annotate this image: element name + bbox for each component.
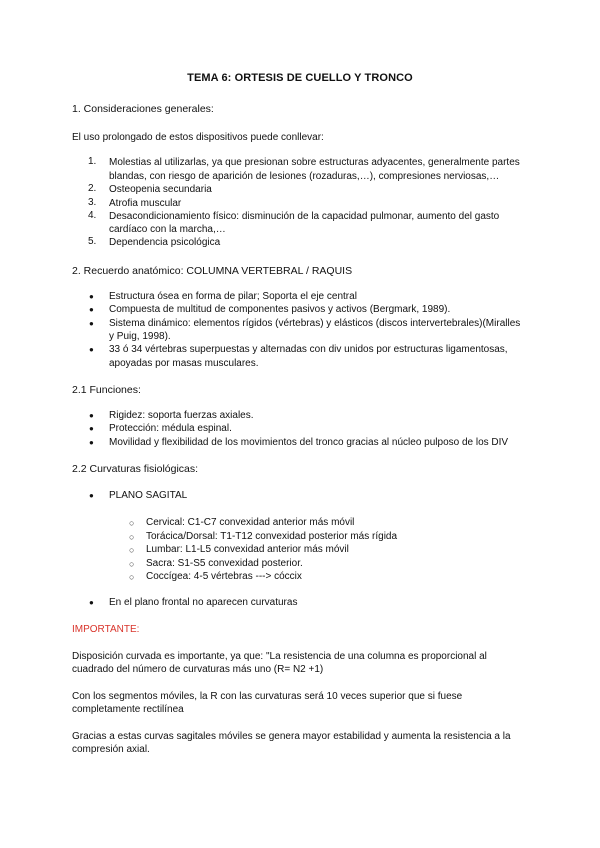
bullet-dot-icon: ● bbox=[89, 411, 94, 420]
list-item-line: Molestias al utilizarlas, ya que presionan sobre estructuras adyacentes, generalmente partes bbox=[109, 157, 520, 168]
list-item-line: Dependencia psicológica bbox=[109, 237, 221, 248]
curve-item: Torácica/Dorsal: T1-T12 convexidad posterior más rígida bbox=[146, 531, 398, 542]
bullet-line: En el plano frontal no aparecen curvaturas bbox=[109, 597, 298, 608]
bullet-line: apoyadas por masas musculares. bbox=[109, 358, 259, 369]
bullet-dot-icon: ● bbox=[89, 598, 94, 607]
section-heading-2-2: 2.2 Curvaturas fisiológicas: bbox=[72, 463, 199, 475]
section-heading-2: 2. Recuerdo anatómico: COLUMNA VERTEBRAL / RAQUIS bbox=[72, 265, 353, 277]
bullet-line: Estructura ósea en forma de pilar; Soporta el eje central bbox=[109, 291, 357, 302]
bullet-line: Rigidez: soporta fuerzas axiales. bbox=[109, 410, 254, 421]
bullet-line: Compuesta de multitud de componentes pasivos y activos (Bergmark, 1989). bbox=[109, 304, 451, 315]
bullet-dot-icon: ● bbox=[89, 319, 94, 328]
curve-item: Coccígea: 4-5 vértebras ---> cóccix bbox=[146, 571, 302, 582]
document-title: TEMA 6: ORTESIS DE CUELLO Y TRONCO bbox=[187, 72, 413, 84]
paragraph-line: Gracias a estas curvas sagitales móviles se genera mayor estabilidad y aumenta la resistencia a la bbox=[72, 731, 511, 742]
section-1-intro: El uso prolongado de estos dispositivos puede conllevar: bbox=[72, 132, 324, 143]
list-item-line: Osteopenia secundaria bbox=[109, 184, 212, 195]
paragraph-line: Con los segmentos móviles, la R con las curvaturas será 10 veces superior que si fuese bbox=[72, 691, 463, 702]
circle-bullet-icon: ○ bbox=[129, 559, 135, 569]
list-number: 2. bbox=[88, 183, 97, 194]
curve-item: Cervical: C1-C7 convexidad anterior más móvil bbox=[146, 517, 355, 528]
paragraph-line: completamente rectilínea bbox=[72, 704, 184, 715]
curve-item: Sacra: S1-S5 convexidad posterior. bbox=[146, 558, 303, 569]
bullet-dot-icon: ● bbox=[89, 438, 94, 447]
list-item-line: blandas, con riesgo de aparición de lesiones (rozaduras,…), compresiones nerviosas,… bbox=[109, 171, 500, 182]
plane-label: PLANO SAGITAL bbox=[109, 490, 188, 501]
bullet-line: Movilidad y flexibilidad de los movimientos del tronco gracias al núcleo pulposo de los DIV bbox=[109, 437, 509, 448]
important-label: IMPORTANTE: bbox=[72, 624, 140, 635]
bullet-line: Sistema dinámico: elementos rígidos (vértebras) y elásticos (discos intervertebrales)(Miralles bbox=[109, 318, 521, 329]
bullet-line: y Puig, 1998). bbox=[109, 331, 171, 342]
list-number: 5. bbox=[88, 236, 97, 247]
list-item-line: Desacondicionamiento físico: disminución de la capacidad pulmonar, aumento del gasto bbox=[109, 211, 500, 222]
section-heading-1: 1. Consideraciones generales: bbox=[72, 103, 214, 115]
bullet-dot-icon: ● bbox=[89, 292, 94, 301]
bullet-dot-icon: ● bbox=[89, 345, 94, 354]
bullet-dot-icon: ● bbox=[89, 424, 94, 433]
paragraph-line: Disposición curvada es importante, ya que: "La resistencia de una columna es proporcional al bbox=[72, 651, 487, 662]
curve-item: Lumbar: L1-L5 convexidad anterior más móvil bbox=[146, 544, 349, 555]
bullet-dot-icon: ● bbox=[89, 305, 94, 314]
bullet-dot-icon: ● bbox=[89, 491, 94, 500]
section-heading-2-1: 2.1 Funciones: bbox=[72, 384, 141, 396]
list-item-line: Atrofia muscular bbox=[109, 198, 182, 209]
bullet-line: 33 ó 34 vértebras superpuestas y alternadas con div unidos por estructuras ligamentosas, bbox=[109, 344, 508, 355]
circle-bullet-icon: ○ bbox=[129, 572, 135, 582]
paragraph-line: compresión axial. bbox=[72, 744, 150, 755]
list-number: 3. bbox=[88, 197, 97, 208]
list-number: 1. bbox=[88, 156, 97, 167]
circle-bullet-icon: ○ bbox=[129, 545, 135, 555]
circle-bullet-icon: ○ bbox=[129, 518, 135, 528]
paragraph-line: cuadrado del número de curvaturas más uno (R= N2 +1) bbox=[72, 664, 324, 675]
list-item-line: cardíaco con la marcha,… bbox=[109, 224, 226, 235]
circle-bullet-icon: ○ bbox=[129, 532, 135, 542]
list-number: 4. bbox=[88, 210, 97, 221]
bullet-line: Protección: médula espinal. bbox=[109, 423, 232, 434]
